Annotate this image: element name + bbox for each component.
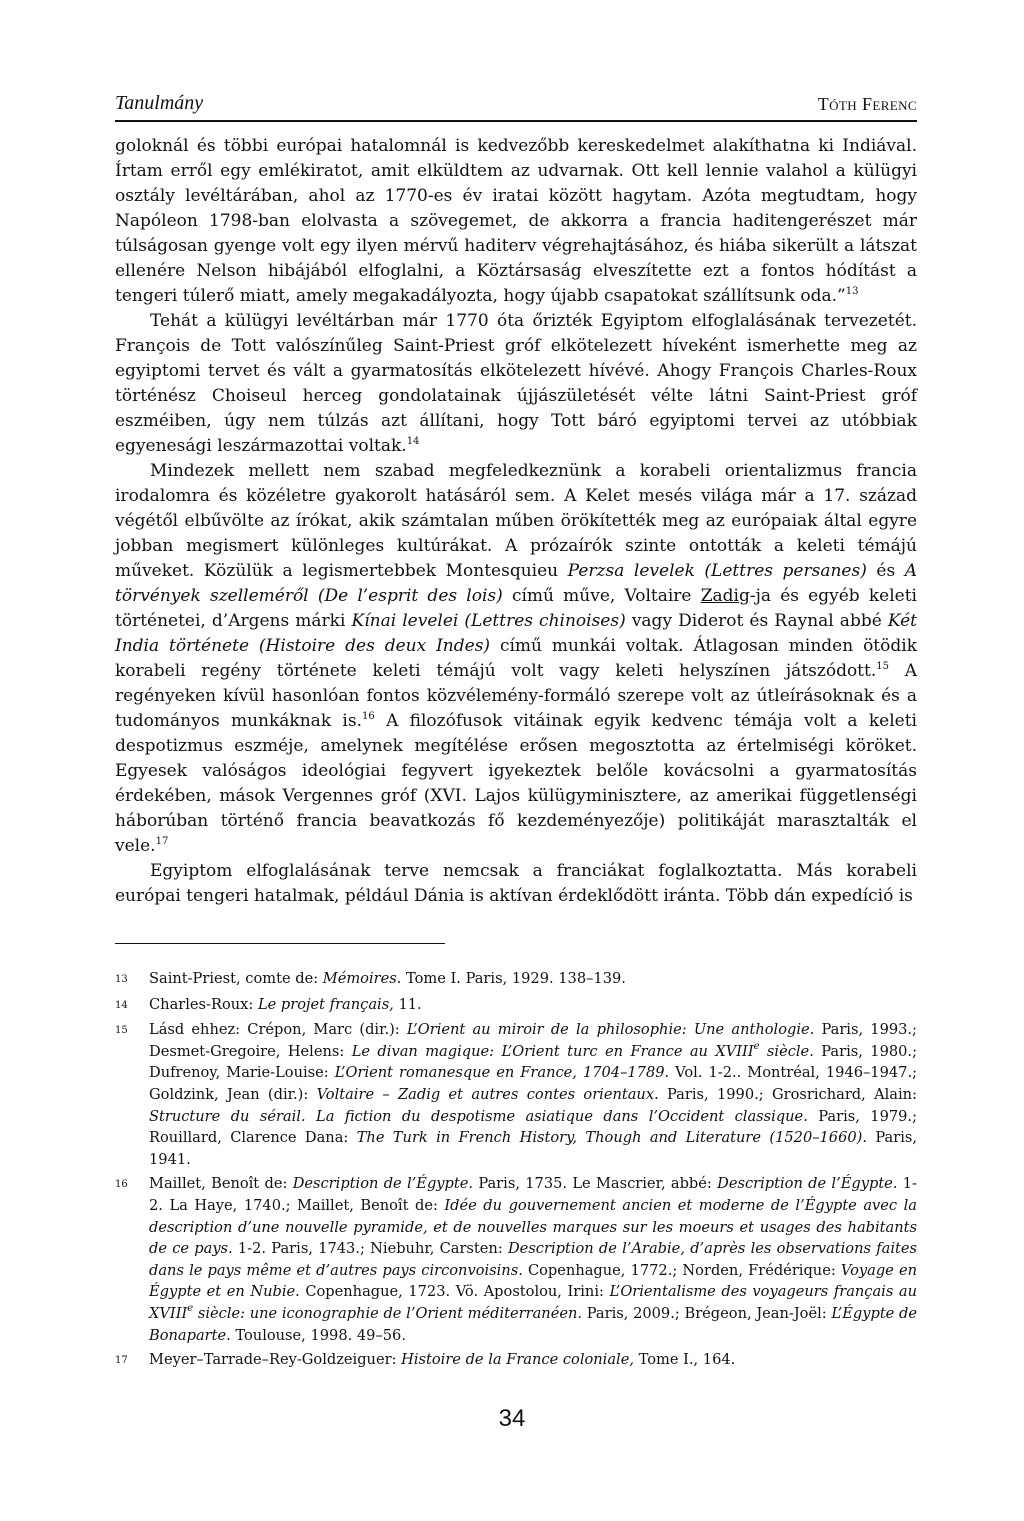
footnote [115,994,917,1017]
author-name: Tóth Ferenc [817,94,917,114]
text-run: Paris, 1993.; Desmet-Gregoire, Helens: [149,1021,917,1060]
italic-title: Kínai levelei (Lettres chinoises) [351,611,626,631]
footnote [115,1349,917,1372]
text-run: című műve, Voltaire [502,586,701,606]
italic-title: Le divan magique: L’Orient turc en France au XVIII [351,1042,754,1060]
italic-title: siècle: une iconographie de l’Orient méditerranéen. [193,1304,583,1322]
text-run: Paris, 1980.; Dufrenoy, Marie-Louise: [149,1042,917,1082]
text-run: 1-2. Paris, 1743.; Niebuhr, Carsten: [232,1240,508,1258]
text-run: Maillet, Benoît de: [149,1175,293,1193]
italic-title: L’Égypte de Bonaparte. [149,1304,918,1344]
italic-title: L’Orient au miroir de la philosophie: Une anthologie. [406,1021,815,1039]
italic-title: Két India története (Histoire des deux Indes) [115,611,917,656]
italic-title: Voyage en Égypte et en Nubie. [149,1261,917,1301]
text-run: -ja és egyéb keleti történetei, d’Argens márki [115,586,917,631]
text-run: Paris, 2009.; Brégeon, Jean-Joël: [582,1304,832,1322]
italic-title: Description de l’Égypte. [717,1175,898,1193]
text-run: Paris, 1735. Le Mascrier, abbé: [473,1175,718,1193]
page-number: 34 [498,1405,526,1432]
paragraph-1 [115,134,917,309]
italic-title: A törvények szelleméről (De l’esprit des lois) [115,561,918,606]
text-run: A filozófusok vitáinak egyik kedvenc témája volt a keleti despotizmus eszméje, amelynek megítélése erősen megosztotta az értelmiségi köröket. Egyesek valóságos ideológiai fegyvert igyekeztek belőle kovácsolni a gyarmatosítás érdekében, mások Vergennes gróf (XVI. Lajos külügyminisztere, az amerikai függetlenségi háborúban történő francia beavatkozás fő kezdeményezője) politikáját marasztalták el vele. [115,711,917,856]
footnote [115,968,917,991]
footnote-ref: 13 [845,286,859,297]
text-run: Paris, 1990.; Grosrichard, Alain: [658,1085,917,1103]
superscript: e [187,1302,194,1314]
text-run: Tome I. Paris, 1929. 138–139. [401,970,626,987]
footnote-number: 14 [115,999,128,1011]
text-run: Charles-Roux: [149,995,258,1013]
running-header [115,92,917,122]
italic-title: siècle. [759,1042,814,1060]
footnote-number: 13 [115,974,128,985]
footnote-text [149,1349,917,1372]
paragraph-2 [115,309,917,459]
italic-title: Description de l’Arabie, d’après les observations faites dans le pays même et d’autres pays circonvoisins. [149,1240,917,1279]
paragraph-4 [115,859,917,909]
superscript: e [753,1040,760,1052]
italic-title: L’Orientalisme des voyageurs français au XVIII [149,1283,917,1322]
italic-title: Description de l’Égypte. [292,1175,474,1193]
italic-title: Structure du sérail. La fiction du despotisme asiatique dans l’Occident classique. [149,1107,808,1125]
text-run: A regényeken kívül hasonlóan fontos közvélemény-formáló szerepe volt az útleírásoknak és a tudományos munkáknak is. [115,661,917,731]
text-run: Paris, 1941. [149,1129,917,1168]
italic-title: Voltaire – Zadig et autres contes orientaux. [316,1085,659,1103]
italic-title: L’Orient romanesque en France, 1704–1789. [334,1064,670,1082]
text-run: Mindezek mellett nem szabad megfeledkeznünk a korabeli orientalizmus francia irodalomra és közéletre gyakorolt hatásáról sem. A Kelet mesés világa már a 17. század végétől elbűvölte az írókat, akik számtalan műben örökítették meg az európaiak által egyre jobban megismert különleges kultúrákat. A prózaírók szinte ontották a keleti témájú műveket. Közülük a legismertebbek Montesquieu [115,461,917,581]
italic-title: Idée du gouvernement ancien et moderne de l’Égypte avec la description d’une nouvelle pyramide, et de nouvelles marques sur les moeurs et usages des habitants de ce pays. [149,1196,917,1258]
footnote-text [149,994,917,1017]
text-run: Tehát a külügyi levéltárban már 1770 óta őrizték Egyiptom elfoglalásának tervezetét. François de Tott valószínűleg Saint-Priest gróf elkötelezett híveként ismerhette meg az egyiptomi tervet és vált a gyarmatosítás elkötelezett hívévé. Ahogy François Charles-Roux történész Choiseul herceg gondolatainak újjászületését vélte látni Saint-Priest gróf eszméiben, úgy nem túlzás azt állítani, hogy Tott báró egyiptomi tervei az utóbbiak egyenesági leszármazottai voltak. [115,311,917,456]
footnote-ref: 17 [155,836,169,847]
text-run: Egyiptom elfoglalásának terve nemcsak a franciákat foglalkoztatta. Más korabeli európai tengeri hatalmak, például Dánia is aktívan érdeklődött iránta. Több dán expedíció is [115,861,917,906]
footnote-number: 17 [115,1355,128,1367]
italic-title: Perzsa levelek (Lettres persanes) [567,561,867,581]
text-run: Lásd ehhez: Crépon, Marc (dir.): [149,1021,407,1039]
text-run: című munkái voltak. Átlagosan minden ötödik korabeli regény története keleti témájú volt vagy keleti helyszínen játszódott. [115,636,917,681]
footnote-ref: 15 [876,661,889,672]
main-text [115,134,917,909]
footnote [115,1019,917,1170]
text-run: goloknál és többi európai hatalomnál is kedvezőbb kereskedelmet alakíthatna ki Indiával. Írtam erről egy emlékiratot, amit elküldtem az udvarnak. Ott kell lennie valahol a külügyi osztály levéltárában, ahol az 1770-es év iratai között hagytam. Azóta megtudtam, hogy Napóleon 1798-ban elolvasta a szövegemet, de akkorra a francia haditengerészet már túlságosan gyenge volt egy ilyen mérvű haditerv végrehajtásához, és hiába sikerült a látszat ellenére Nelson hibájából elfoglalni, a Köztársaság elveszítette ezt a fontos hódítást a tengeri túlerő miatt, amely megakadályozta, hogy újabb csapatokat szállítsunk oda.” [115,136,917,306]
paragraph-3 [115,459,917,859]
footnote-number: 16 [115,1179,128,1191]
italic-title: The Turk in French History, Though and Literature (1520–1660). [356,1129,867,1147]
text-run: Toulouse, 1998. 49–56. [230,1326,406,1344]
text-run: vagy Diderot és Raynal abbé [625,611,888,631]
footnote [115,1173,917,1346]
text-run: és [866,561,905,581]
section-title: Tanulmány [115,92,204,114]
text-run: Paris, 1979.; Rouillard, Clarence Dana: [149,1107,917,1147]
text-run: Saint-Priest, comte de: [149,970,323,987]
footnotes [115,968,917,1375]
footnote-text [149,968,917,991]
italic-title: Mémoires. [322,970,402,987]
footnote-text [149,1173,917,1346]
text-run: Copenhague, 1723. Vö. Apostolou, Irini: [299,1283,610,1301]
text-run: Tome I., 164. [633,1351,736,1369]
text-run: Meyer–Tarrade–Rey-Goldzeiguer: [149,1351,402,1369]
footnote-text [149,1019,917,1170]
italic-title: Le projet français, [257,995,394,1013]
underlined-title: Zadig [700,586,750,606]
text-run: 11. [393,995,422,1013]
footnote-ref: 14 [406,436,420,447]
text-run: 1-2. La Haye, 1740.; Maillet, Benoît de: [149,1175,917,1214]
footnote-ref: 16 [362,711,375,722]
footnote-separator [115,943,445,944]
italic-title: Histoire de la France coloniale, [401,1351,634,1369]
text-run: Vol. 1-2.. Montréal, 1946–1947.; Goldzink, Jean (dir.): [149,1064,918,1103]
footnote-number: 15 [115,1025,128,1037]
text-run: Copenhague, 1772.; Norden, Frédérique: [522,1261,841,1279]
